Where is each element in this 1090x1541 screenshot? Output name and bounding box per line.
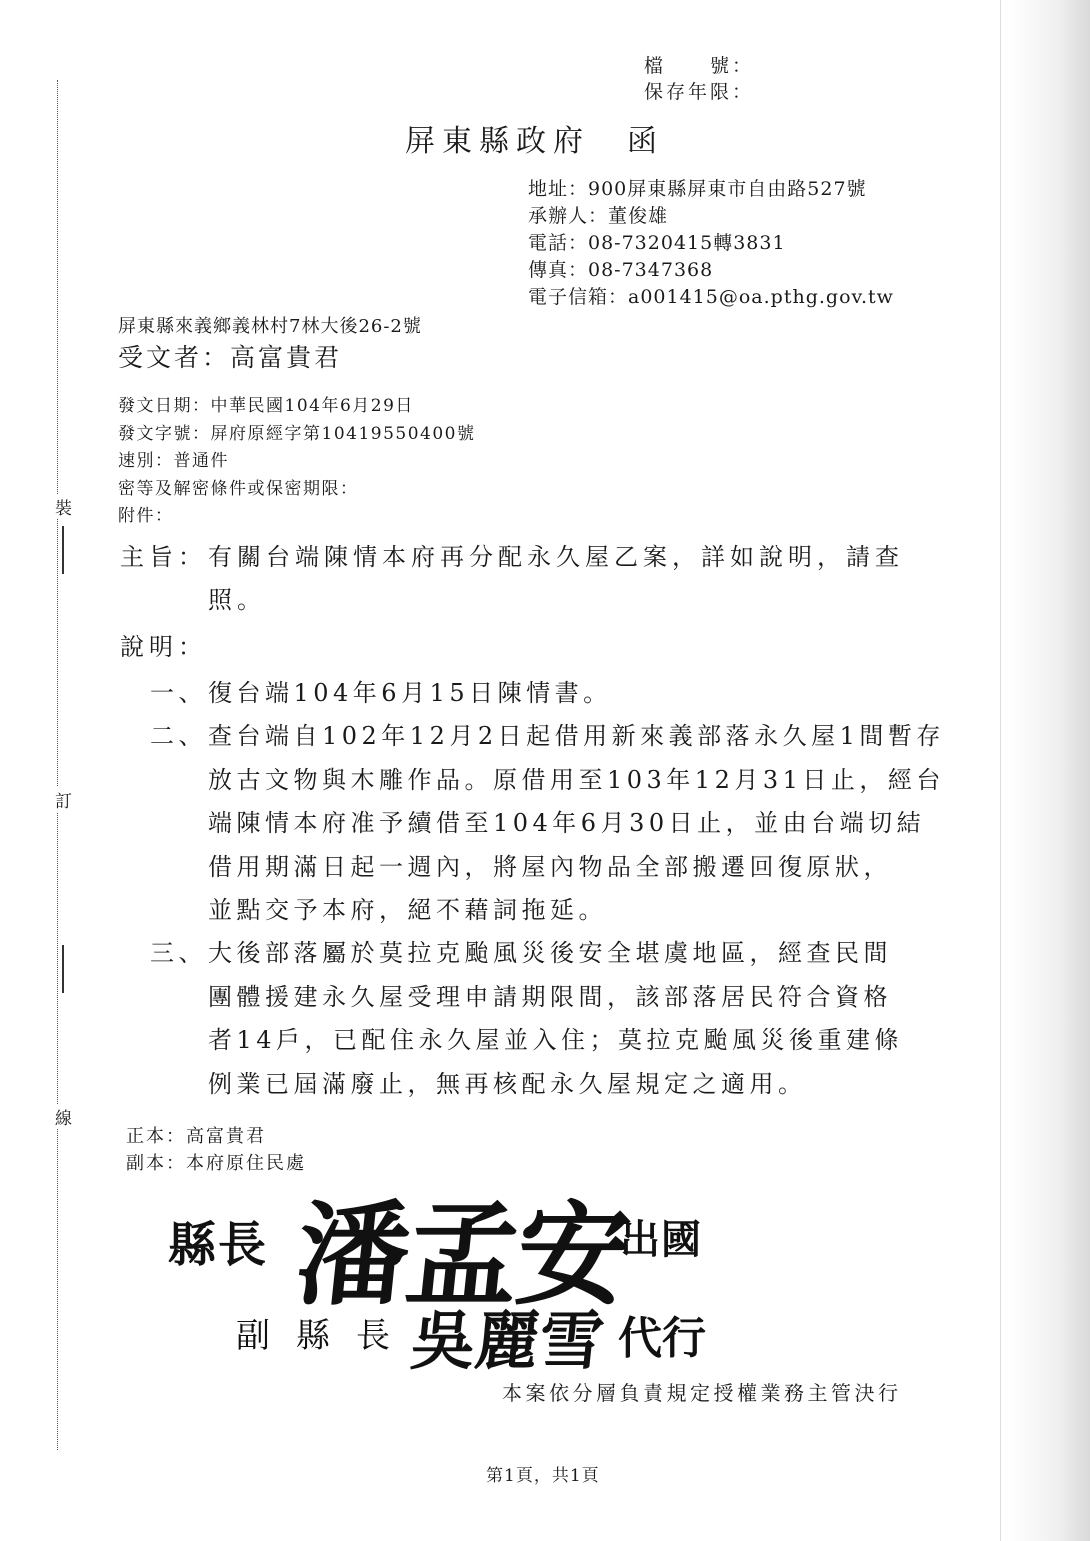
explanation-line: 團體援建永久屋受理申請期限間，該部落居民符合資格 — [208, 982, 892, 1011]
explanation-line: 大後部落屬於莫拉克颱風災後安全堪虞地區，經查民間 — [208, 939, 892, 967]
explanation-item-2 — [208, 715, 945, 933]
original-recipient: 正本：高富貴君 — [126, 1126, 266, 1147]
deputy-title: 副縣長 — [236, 1316, 416, 1356]
subject-label: 主旨： — [120, 543, 207, 571]
binding-label-top: 裝 — [55, 494, 72, 519]
file-number-label: 檔 號： — [644, 55, 755, 77]
secrecy: 密等及解密條件或保密期限： — [118, 478, 359, 499]
explanation-item-3 — [208, 932, 903, 1106]
document-number: 發文字號：屏府原經字第10419550400號 — [118, 423, 476, 444]
contact-block — [528, 176, 894, 311]
signature-title: 縣長 — [168, 1217, 269, 1273]
explanation-line: 放古文物與木雕作品。原借用至103年12月31日止，經台 — [208, 765, 945, 794]
deputy-name: 吳麗雪 — [407, 1304, 608, 1379]
binding-mark-top — [62, 526, 64, 574]
priority: 速別：普通件 — [118, 451, 229, 471]
explanation-item-marker: 一、 — [150, 679, 207, 707]
explanation-line: 端陳情本府准予續借至104年6月30日止，並由台端切結 — [208, 809, 926, 837]
binding-mark-middle — [62, 945, 64, 993]
explanation-label: 說明： — [120, 633, 207, 661]
explanation-item-marker: 二、 — [150, 722, 207, 750]
document-title: 屏東縣政府 函 — [405, 124, 664, 159]
explanation-item-1 — [208, 672, 612, 716]
subject-line: 照。 — [208, 586, 266, 614]
subject-text — [208, 536, 904, 622]
attachment: 附件： — [118, 506, 174, 526]
deputy-note: 代行 — [618, 1313, 706, 1364]
explanation-line: 復台端104年6月15日陳情書。 — [208, 679, 612, 707]
contact-fax: 傳真：08-7347368 — [528, 259, 714, 281]
explanation-line: 查台端自102年12月2日起借用新來義部落永久屋1間暫存 — [208, 722, 945, 750]
recipient: 受文者：高富貴君 — [118, 343, 343, 372]
signature-note: 出國 — [620, 1216, 702, 1263]
copies-block — [126, 1123, 306, 1177]
explanation-line: 者14戶，已配住永久屋並入住；莫拉克颱風災後重建條 — [208, 1026, 904, 1054]
explanation-line: 並點交予本府，絕不藉詞拖延。 — [208, 896, 607, 924]
contact-address: 地址：900屏東縣屏東市自由路527號 — [528, 178, 867, 200]
page-number: 第1頁，共1頁 — [486, 1466, 600, 1486]
recipient-address: 屏東縣來義鄉義林村7林大後26-2號 — [118, 316, 422, 337]
explanation-line: 例業已屆滿廢止，無再核配永久屋規定之適用。 — [208, 1069, 807, 1098]
issue-date: 發文日期：中華民國104年6月29日 — [118, 396, 414, 416]
paper-edge-shadow — [1010, 0, 1090, 1541]
contact-phone: 電話：08-7320415轉3831 — [528, 232, 786, 254]
contact-email: 電子信箱：a001415@oa.pthg.gov.tw — [528, 286, 894, 308]
binding-label-middle: 訂 — [55, 787, 72, 812]
explanation-item-marker: 三、 — [150, 939, 207, 967]
binding-line — [57, 80, 58, 1450]
binding-label-bottom: 線 — [55, 1104, 72, 1129]
authority-note: 本案依分層負責規定授權業務主管決行 — [502, 1381, 902, 1405]
explanation-line: 借用期滿日起一週內，將屋內物品全部搬遷回復原狀， — [208, 852, 892, 881]
paper-edge-line — [1000, 0, 1001, 1541]
subject-line: 有關台端陳情本府再分配永久屋乙案，詳如說明，請查 — [208, 543, 904, 571]
signature-name: 潘孟安 — [290, 1190, 634, 1321]
document-meta — [118, 393, 475, 531]
contact-handler: 承辦人：董俊雄 — [528, 205, 669, 227]
retention-period-label: 保存年限： — [644, 81, 755, 103]
copy-recipient: 副本：本府原住民處 — [126, 1153, 306, 1174]
